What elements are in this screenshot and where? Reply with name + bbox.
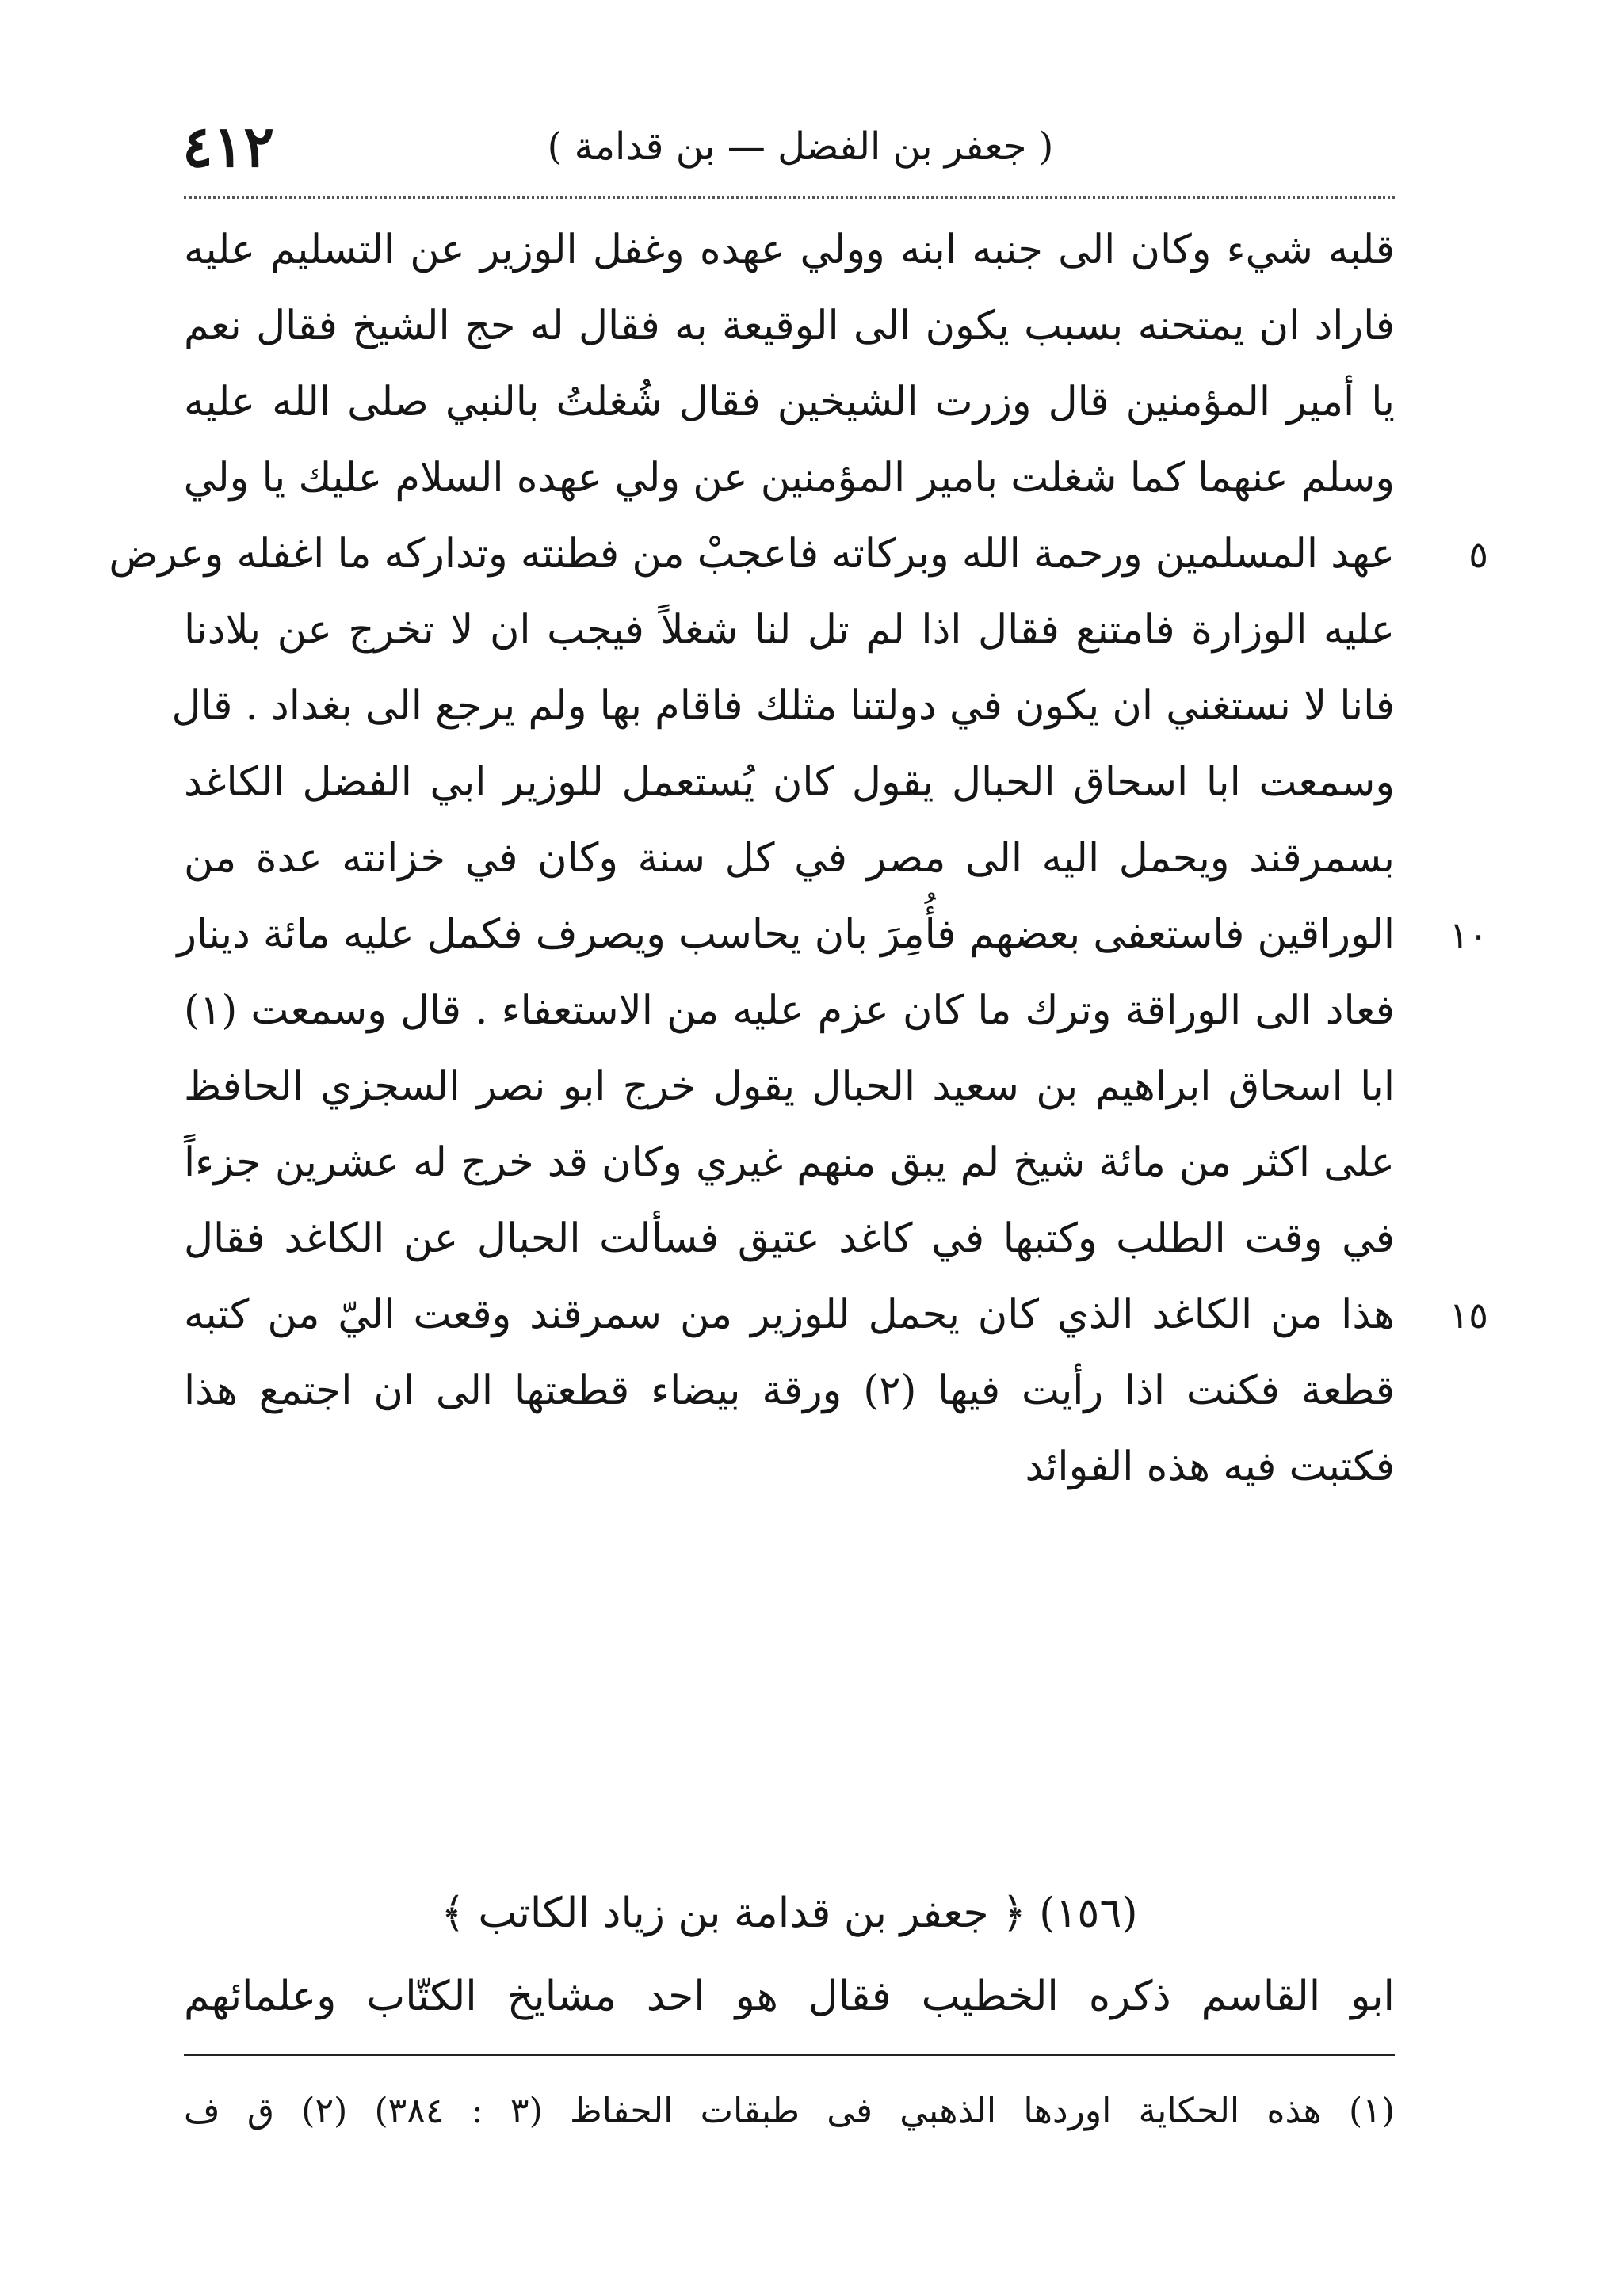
entry-first-line: ابو القاسم ذكره الخطيب فقال هو احد مشايخ الكتّاب وعلمائهم [184, 1973, 1395, 2020]
line-number: ١٠ [1449, 913, 1488, 956]
text-line: فعاد الى الوراقة وترك ما كان عزم عليه من الاستعفاء . قال وسمعت (١) [184, 987, 1395, 1034]
running-title: ( جعفر بن الفضل — بن قدامة ) [547, 124, 1054, 169]
header-divider [184, 196, 1395, 199]
text-line: وسلم عنهما كما شغلت بامير المؤمنين عن ولي عهده السلام عليك يا ولي [183, 455, 1395, 502]
text-line: ابا اسحاق ابراهيم بن سعيد الحبال يقول خرج ابو نصر السجزي الحافظ [184, 1063, 1395, 1110]
text-line: فكتبت فيه هذه الفوائد [1025, 1444, 1395, 1490]
footnotes: (١) هذه الحكاية اوردها الذهبي فى طبقات الحفاظ (٣ : ٣٨٤) (٢) ق ف [184, 2091, 1395, 2131]
text-line: هذا من الكاغد الذي كان يحمل للوزير من سمرقند وقعت اليّ من كتبه ١٥ [184, 1277, 1395, 1353]
footnote-divider [184, 2054, 1395, 2056]
page-number: ٤١٢ [182, 113, 275, 180]
running-header [182, 103, 1403, 190]
text-line: بسمرقند ويحمل اليه الى مصر في كل سنة وكان في خزانته عدة من [184, 835, 1395, 882]
text-line: عليه الوزارة فامتنع فقال اذا لم تل لنا شغلاً فيجب ان لا تخرج عن بلادنا [184, 607, 1395, 654]
text-line: الوراقين فاستعفى بعضهم فأُمِرَ بان يحاسب ويصرف فكمل عليه مائة دينار ١٠ [184, 897, 1395, 973]
text-line: في وقت الطلب وكتبها في كاغد عتيق فسألت الحبال عن الكاغد فقال [184, 1215, 1395, 1262]
text-line: يا أمير المؤمنين قال وزرت الشيخين فقال شُغلتُ بالنبي صلى الله عليه [184, 379, 1395, 425]
entry-heading: (١٥٦) ﴿ جعفر بن قدامة بن زياد الكاتب ﴾ [441, 1890, 1138, 1937]
text-line: قلبه شيء وكان الى جنبه ابنه وولي عهده وغفل الوزير عن التسليم عليه [184, 227, 1395, 273]
text-line: وسمعت ابا اسحاق الحبال يقول كان يُستعمل للوزير ابي الفضل الكاغد [184, 759, 1395, 806]
text-line: قطعة فكنت اذا رأيت فيها (٢) ورقة بيضاء قطعتها الى ان اجتمع هذا [184, 1367, 1395, 1414]
body-text [109, 212, 1488, 1505]
line-number: ١٥ [1449, 1294, 1488, 1337]
text-line: فاراد ان يمتحنه بسبب يكون الى الوقيعة به فقال له حج الشيخ فقال نعم [184, 303, 1395, 349]
text-line: على اكثر من مائة شيخ لم يبق منهم غيري وكان قد خرج له عشرين جزءاً [184, 1139, 1395, 1186]
line-number: ٥ [1468, 533, 1488, 576]
text-line: فانا لا نستغني ان يكون في دولتنا مثلك فاقام بها ولم يرجع الى بغداد . قال [171, 683, 1395, 730]
text-line: عهد المسلمين ورحمة الله وبركاته فاعجبْ من فطنته وتداركه ما اغفله وعرض ٥ [184, 517, 1395, 593]
